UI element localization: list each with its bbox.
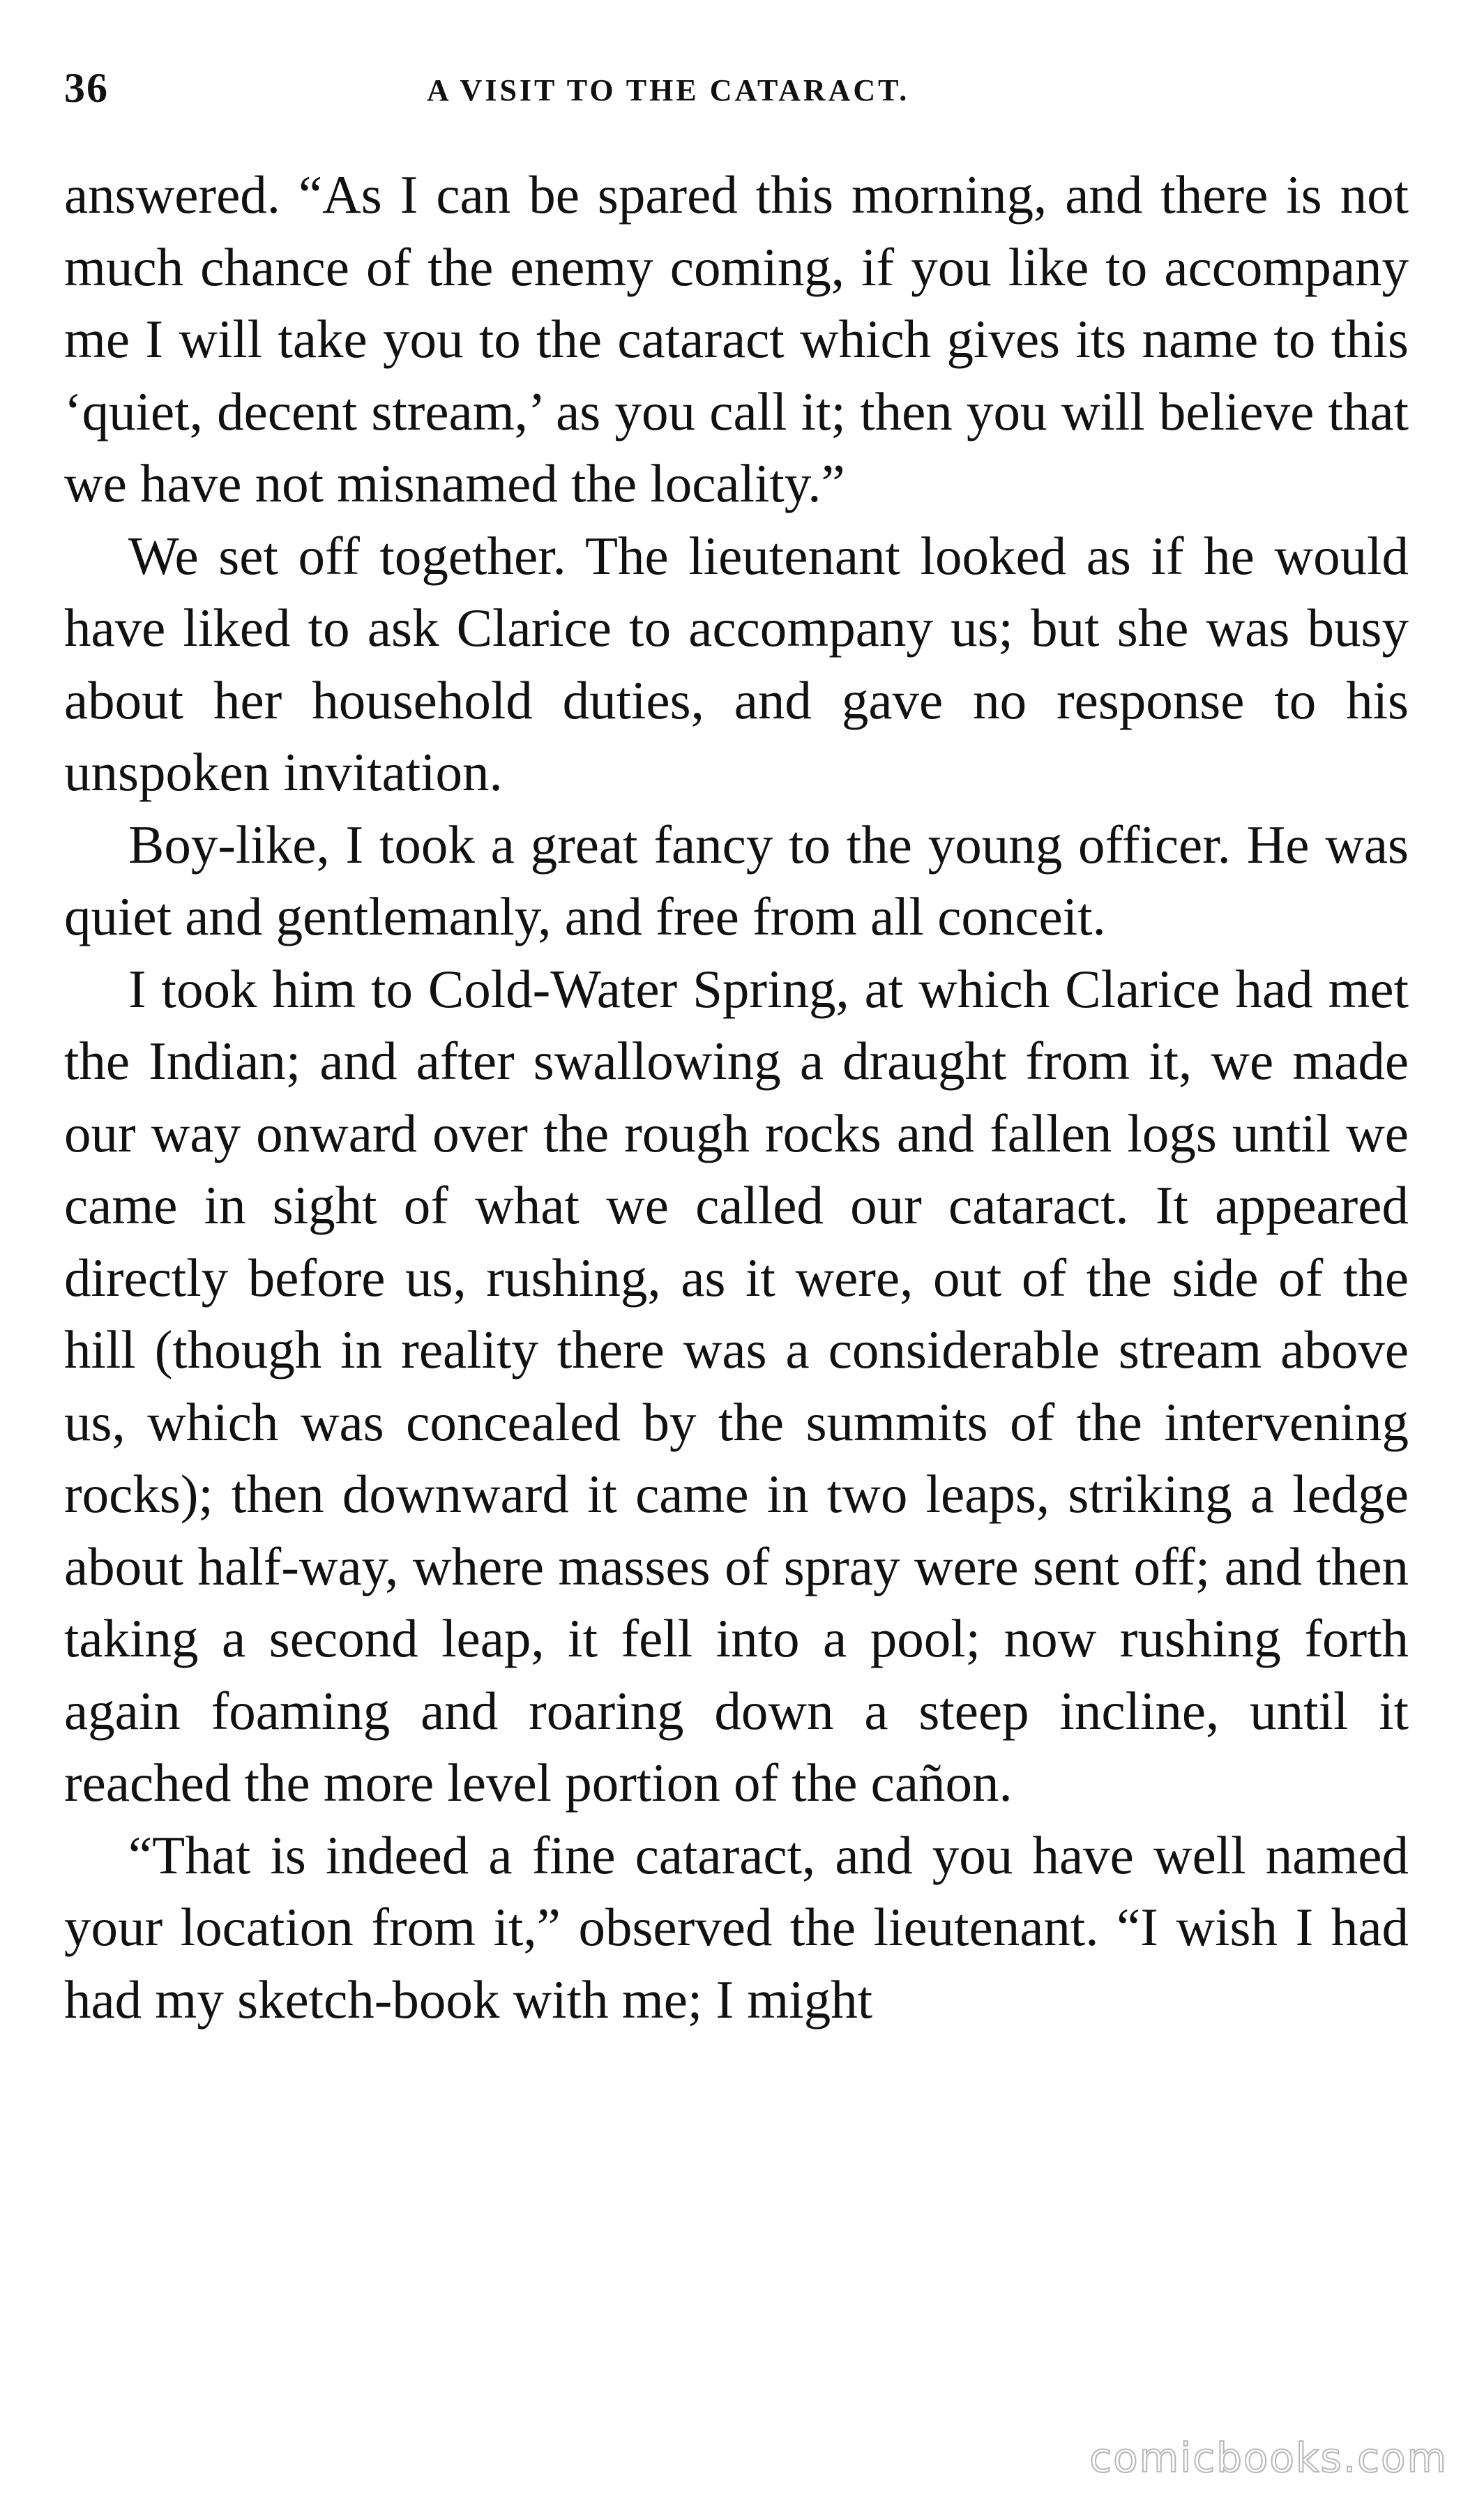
running-head: A VISIT TO THE CATARACT. — [427, 73, 910, 107]
paragraph: We set off together. The lieutenant looked as if he would have liked to ask Clarice to accompany us; but she was busy about her household duties, and gave no response to his unspoken invitation. — [64, 525, 1409, 802]
body-text — [64, 159, 1409, 2036]
paragraph: “That is indeed a fine cataract, and you have well named your location from it,” observed the lieutenant. “I wish I had had my sketch-book with me; I might — [64, 1824, 1409, 2030]
page-number: 36 — [64, 65, 109, 111]
paragraph: Boy-like, I took a great fancy to the young officer. He was quiet and gentlemanly, and free from all conceit. — [64, 814, 1409, 946]
watermark: comicbooks.com — [1089, 2434, 1448, 2481]
paragraph: I took him to Cold-Water Spring, at which Clarice had met the Indian; and after swallowing a draught from it, we made our way onward over the rough rocks and fallen logs until we came in sight of what we called our cataract. It appeared directly before us, rushing, as it were, out of the side of the hill (though in reality there was a considerable stream above us, which was concealed by the summits of the intervening rocks); then downward it came in two leaps, striking a ledge about half-way, where masses of spray were sent off; and then taking a second leap, it fell into a pool; now rushing forth again foaming and roaring down a steep incline, until it reached the more level portion of the cañon. — [64, 958, 1409, 1813]
page-header — [64, 64, 1389, 120]
paragraph-continuation: answered. “As I can be spared this morning, and there is not much chance of the enemy coming, if you like to accompany me I will take you to the cataract which gives its name to this ‘quiet, decent stream,’ as you call it; then you will believe that we have not misnamed the locality.” — [64, 165, 1409, 513]
